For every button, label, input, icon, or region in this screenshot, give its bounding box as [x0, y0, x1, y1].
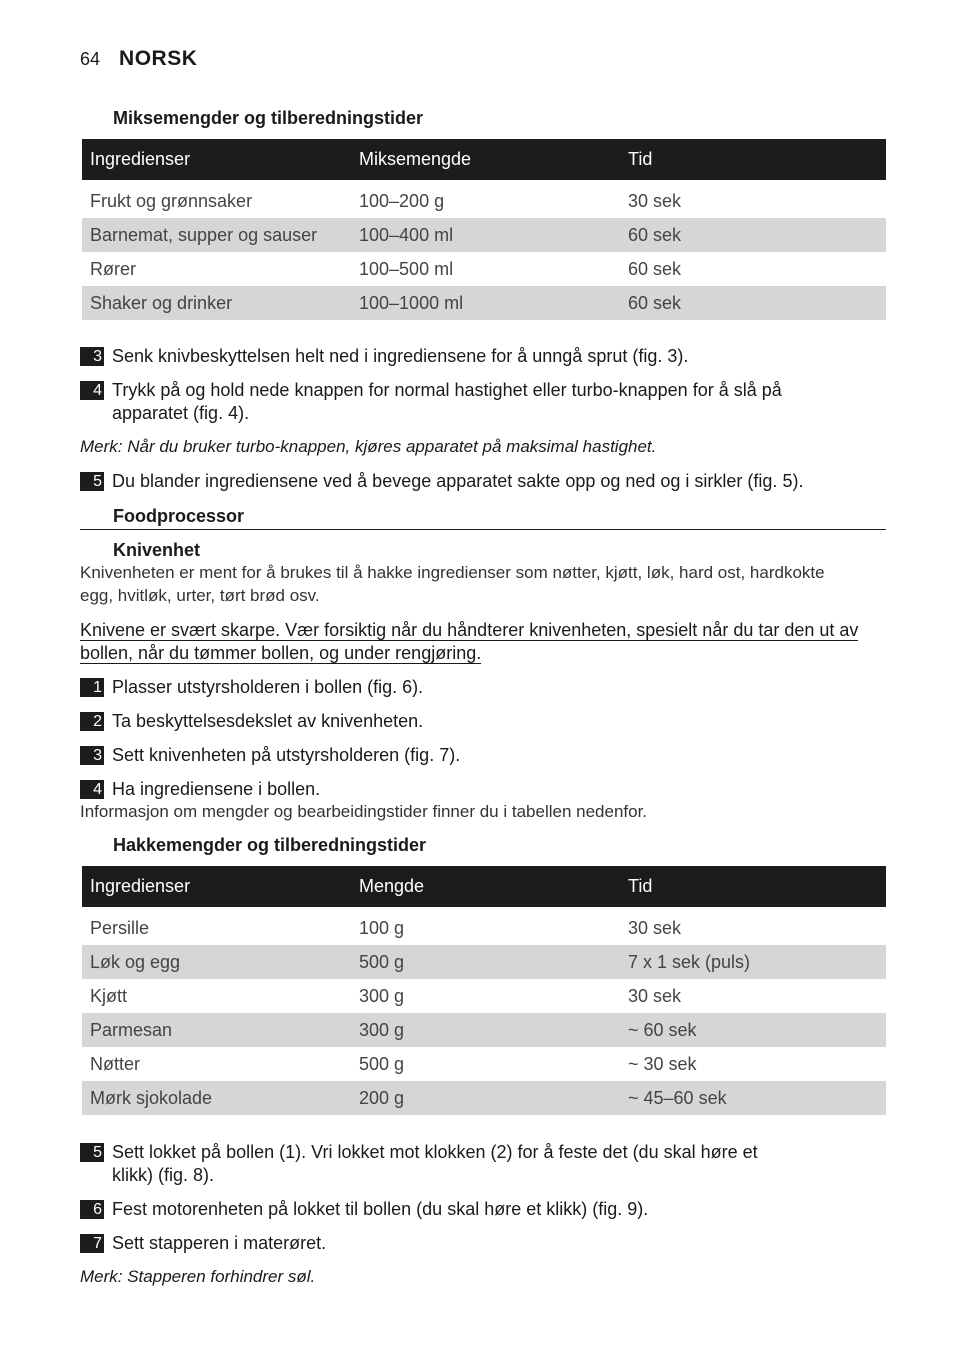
page-header: [80, 47, 197, 71]
step-item: [80, 778, 860, 801]
step-text: Du blander ingrediensene ved å bevege apparatet sakte opp og ned og i sirkler (fig. 5).: [112, 471, 804, 491]
table-cell: 7 x 1 sek (puls): [628, 951, 751, 972]
step-number: 5: [80, 1143, 104, 1162]
table-cell: Parmesan: [90, 1019, 173, 1040]
table-cell: 100–400 ml: [359, 224, 454, 245]
column-header: Ingredienser: [90, 149, 191, 169]
intro-line: egg, hvitløk, urter, tørt brød osv.: [80, 586, 320, 605]
subsection-title: Knivenhet: [113, 540, 201, 560]
step-item: [80, 710, 860, 733]
note-text: Merk: Stapperen forhindrer søl.: [80, 1267, 316, 1286]
mix-table: [82, 139, 886, 320]
table-cell: 30 sek: [628, 917, 682, 938]
step-text-continued: klikk) (fig. 8).: [112, 1165, 215, 1185]
table-cell: Mørk sjokolade: [90, 1087, 213, 1108]
page-number: 64: [80, 49, 101, 69]
table-row: [82, 945, 886, 979]
table-cell: ~ 45–60 sek: [628, 1087, 727, 1108]
table-row: [82, 1013, 886, 1047]
step-number: 3: [80, 746, 104, 765]
step-text: Ta beskyttelsesdekslet av knivenheten.: [112, 711, 424, 731]
mix-table-title: Miksemengder og tilberedningstider: [113, 108, 424, 128]
chop-table: [82, 866, 886, 1115]
table-cell: Barnemat, supper og sauser: [90, 224, 318, 245]
table-cell: 30 sek: [628, 190, 682, 211]
chop-table-title: Hakkemengder og tilberedningstider: [113, 835, 427, 855]
table-cell: 30 sek: [628, 985, 682, 1006]
column-header: Mengde: [359, 876, 425, 896]
table-cell: Persille: [90, 917, 150, 938]
table-cell: 500 g: [359, 951, 405, 972]
table-cell: Nøtter: [90, 1053, 141, 1074]
section-divider: [80, 529, 886, 530]
info-line: Informasjon om mengder og bearbeidingstider finner du i tabellen nedenfor.: [80, 802, 648, 821]
step-number: 4: [80, 780, 104, 799]
table-cell: 300 g: [359, 985, 405, 1006]
step-text: Sett lokket på bollen (1). Vri lokket mot klokken (2) for å feste det (du skal høre et: [112, 1142, 758, 1162]
step-number: 6: [80, 1200, 104, 1219]
table-cell: Kjøtt: [90, 985, 128, 1006]
step-item: [80, 676, 860, 699]
table-row: [82, 1047, 886, 1081]
step-item: [80, 379, 860, 425]
table-cell: 100–1000 ml: [359, 292, 464, 313]
table-cell: 100 g: [359, 917, 405, 938]
table-cell: 60 sek: [628, 224, 682, 245]
table-row: [82, 184, 886, 218]
table-cell: Shaker og drinker: [90, 292, 233, 313]
table-row: [82, 286, 886, 320]
table-cell: Rører: [90, 258, 136, 279]
table-row: [82, 252, 886, 286]
table-header: [82, 139, 886, 184]
step-item: [80, 744, 860, 767]
intro-line: Knivenheten er ment for å brukes til å hakke ingredienser som nøtter, kjøtt, løk, hard ost, hardkokte: [80, 563, 825, 582]
step-number: 4: [80, 381, 104, 400]
step-text: Plasser utstyrsholderen i bollen (fig. 6).: [112, 677, 424, 697]
warning-line: bollen, når du tømmer bollen, og under rengjøring.: [80, 643, 482, 663]
step-text: Ha ingrediensene i bollen.: [112, 779, 321, 799]
intro-paragraph: [80, 561, 886, 607]
column-header: Ingredienser: [90, 876, 191, 896]
table-cell: Frukt og grønnsaker: [90, 190, 253, 211]
table-cell: ~ 60 sek: [628, 1019, 697, 1040]
step-number: 5: [80, 472, 104, 491]
step-item: [80, 1141, 860, 1187]
table-row: [82, 218, 886, 252]
table-cell: 200 g: [359, 1087, 405, 1108]
step-text-continued: apparatet (fig. 4).: [112, 403, 250, 423]
step-number: 1: [80, 678, 104, 697]
step-text: Sett stapperen i materøret.: [112, 1233, 327, 1253]
table-cell: 100–500 ml: [359, 258, 454, 279]
note-text: Merk: Når du bruker turbo-knappen, kjøres apparatet på maksimal hastighet.: [80, 437, 657, 456]
table-cell: 300 g: [359, 1019, 405, 1040]
table-cell: 500 g: [359, 1053, 405, 1074]
table-cell: 60 sek: [628, 292, 682, 313]
section-title: Foodprocessor: [113, 506, 245, 526]
step-text: Trykk på og hold nede knappen for normal hastighet eller turbo-knappen for å slå på: [112, 380, 782, 400]
step-item: [80, 1232, 860, 1255]
table-cell: 100–200 g: [359, 190, 445, 211]
table-header: [82, 866, 886, 911]
table-row: [82, 1081, 886, 1115]
table-row: [82, 979, 886, 1013]
column-header: Miksemengde: [359, 149, 472, 169]
step-number: 7: [80, 1234, 104, 1253]
step-number: 2: [80, 712, 104, 731]
step-item: [80, 1198, 860, 1221]
table-cell: 60 sek: [628, 258, 682, 279]
column-header: Tid: [628, 876, 653, 896]
column-header: Tid: [628, 149, 653, 169]
step-item: [80, 470, 860, 493]
warning-line: Knivene er svært skarpe. Vær forsiktig når du håndterer knivenheten, spesielt når du tar den ut av: [80, 620, 859, 640]
step-text: Fest motorenheten på lokket til bollen (du skal høre et klikk) (fig. 9).: [112, 1199, 649, 1219]
language-heading: NORSK: [119, 47, 198, 70]
table-row: [82, 911, 886, 945]
warning-paragraph: [80, 619, 886, 665]
step-text: Senk knivbeskyttelsen helt ned i ingrediensene for å unngå sprut (fig. 3).: [112, 346, 689, 366]
table-cell: Løk og egg: [90, 951, 181, 972]
table-cell: ~ 30 sek: [628, 1053, 697, 1074]
step-item: [80, 345, 860, 368]
step-text: Sett knivenheten på utstyrsholderen (fig. 7).: [112, 745, 461, 765]
step-number: 3: [80, 347, 104, 366]
